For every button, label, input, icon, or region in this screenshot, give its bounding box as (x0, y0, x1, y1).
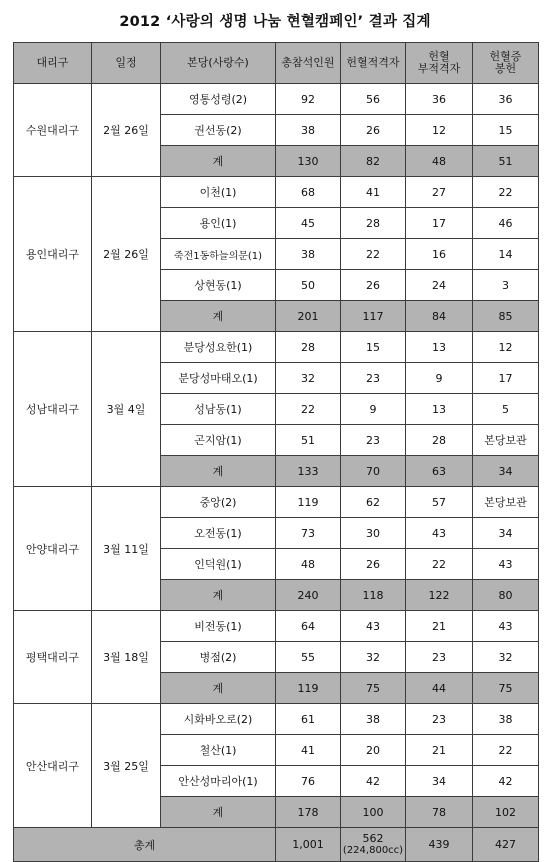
header-parish (161, 43, 276, 84)
total-attendees-cell: 41 (276, 735, 341, 766)
table-row (14, 487, 539, 518)
table-row (14, 611, 539, 642)
donation-certificates-cell: 17 (473, 363, 539, 394)
donation-certificates-cell: 36 (473, 84, 539, 115)
ineligible-donors-cell: 23 (406, 642, 473, 673)
donation-certificates-cell: 14 (473, 239, 539, 270)
district-cell: 안양대리구 (14, 487, 92, 611)
eligible-donors-cell: 38 (341, 704, 406, 735)
subtotal-total-attendees: 240 (276, 580, 341, 611)
header-text: 헌혈적격자 (346, 55, 400, 69)
ineligible-donors-cell: 17 (406, 208, 473, 239)
subtotal-donation-certificates: 80 (473, 580, 539, 611)
campaign-results-table (13, 42, 539, 862)
header-row (14, 43, 539, 84)
ineligible-donors-cell: 13 (406, 394, 473, 425)
donation-certificates-cell: 38 (473, 704, 539, 735)
date-cell: 2월 26일 (92, 177, 161, 332)
header-text: 헌혈증 (489, 49, 522, 63)
ineligible-donors-cell: 13 (406, 332, 473, 363)
total-attendees-cell: 48 (276, 549, 341, 580)
ineligible-donors-cell: 9 (406, 363, 473, 394)
header-text: 대리구 (36, 55, 69, 69)
donation-certificates-cell: 15 (473, 115, 539, 146)
eligible-donors-cell: 23 (341, 363, 406, 394)
grand-total-attendees: 1,001 (276, 828, 341, 862)
donation-certificates-cell: 3 (473, 270, 539, 301)
grand-total-ineligible-donors: 439 (406, 828, 473, 862)
donation-certificates-cell: 43 (473, 611, 539, 642)
parish-cell: 분당성마태오(1) (161, 363, 276, 394)
ineligible-donors-cell: 27 (406, 177, 473, 208)
eligible-donors-cell: 26 (341, 270, 406, 301)
header-donation-certificates (473, 43, 539, 84)
donation-certificates-cell: 34 (473, 518, 539, 549)
district-cell: 용인대리구 (14, 177, 92, 332)
eligible-donors-cell: 15 (341, 332, 406, 363)
total-attendees-cell: 22 (276, 394, 341, 425)
total-attendees-cell: 119 (276, 487, 341, 518)
ineligible-donors-cell: 22 (406, 549, 473, 580)
parish-cell: 안산성마리아(1) (161, 766, 276, 797)
table-row (14, 704, 539, 735)
donation-certificates-cell: 43 (473, 549, 539, 580)
total-attendees-cell: 76 (276, 766, 341, 797)
ineligible-donors-cell: 21 (406, 611, 473, 642)
header-total-attendees (276, 43, 341, 84)
ineligible-donors-cell: 34 (406, 766, 473, 797)
parish-cell: 권선동(2) (161, 115, 276, 146)
total-attendees-cell: 51 (276, 425, 341, 456)
total-attendees-cell: 38 (276, 115, 341, 146)
parish-cell: 시화바오로(2) (161, 704, 276, 735)
district-cell: 안산대리구 (14, 704, 92, 828)
parish-cell: 분당성요한(1) (161, 332, 276, 363)
subtotal-label: 계 (161, 301, 276, 332)
header-district (14, 43, 92, 84)
date-cell: 3월 18일 (92, 611, 161, 704)
total-attendees-cell: 92 (276, 84, 341, 115)
eligible-donors-cell: 26 (341, 549, 406, 580)
total-attendees-cell: 68 (276, 177, 341, 208)
subtotal-ineligible-donors: 122 (406, 580, 473, 611)
eligible-donors-cell: 26 (341, 115, 406, 146)
table-row (14, 84, 539, 115)
parish-cell: 중앙(2) (161, 487, 276, 518)
donation-certificates-cell: 22 (473, 735, 539, 766)
subtotal-donation-certificates: 75 (473, 673, 539, 704)
subtotal-label: 계 (161, 797, 276, 828)
donation-certificates-cell: 46 (473, 208, 539, 239)
grand-total-eligible-volume: (224,800cc) (342, 845, 404, 857)
total-attendees-cell: 45 (276, 208, 341, 239)
header-text: 봉헌 (494, 62, 517, 75)
ineligible-donors-cell: 16 (406, 239, 473, 270)
donation-certificates-cell: 42 (473, 766, 539, 797)
subtotal-total-attendees: 130 (276, 146, 341, 177)
subtotal-donation-certificates: 34 (473, 456, 539, 487)
date-cell: 2월 26일 (92, 84, 161, 177)
date-cell: 3월 11일 (92, 487, 161, 611)
eligible-donors-cell: 22 (341, 239, 406, 270)
table-row (14, 332, 539, 363)
eligible-donors-cell: 43 (341, 611, 406, 642)
grand-total-eligible-value: 562 (362, 831, 384, 845)
table-row (14, 177, 539, 208)
subtotal-donation-certificates: 85 (473, 301, 539, 332)
parish-cell: 죽전1동하늘의문(1) (161, 239, 276, 270)
subtotal-ineligible-donors: 84 (406, 301, 473, 332)
subtotal-total-attendees: 178 (276, 797, 341, 828)
eligible-donors-cell: 23 (341, 425, 406, 456)
header-ineligible-donors (406, 43, 473, 84)
subtotal-eligible-donors: 75 (341, 673, 406, 704)
grand-total-row (14, 828, 539, 862)
subtotal-eligible-donors: 118 (341, 580, 406, 611)
subtotal-eligible-donors: 70 (341, 456, 406, 487)
ineligible-donors-cell: 24 (406, 270, 473, 301)
parish-cell: 비전동(1) (161, 611, 276, 642)
subtotal-donation-certificates: 102 (473, 797, 539, 828)
ineligible-donors-cell: 12 (406, 115, 473, 146)
grand-total-label: 총계 (14, 828, 276, 862)
header-text: 헌혈 (428, 49, 450, 63)
ineligible-donors-cell: 28 (406, 425, 473, 456)
parish-cell: 용인(1) (161, 208, 276, 239)
subtotal-donation-certificates: 51 (473, 146, 539, 177)
date-cell: 3월 25일 (92, 704, 161, 828)
eligible-donors-cell: 41 (341, 177, 406, 208)
ineligible-donors-cell: 36 (406, 84, 473, 115)
header-eligible-donors (341, 43, 406, 84)
eligible-donors-cell: 32 (341, 642, 406, 673)
parish-cell: 이천(1) (161, 177, 276, 208)
ineligible-donors-cell: 21 (406, 735, 473, 766)
eligible-donors-cell: 28 (341, 208, 406, 239)
donation-certificates-cell: 22 (473, 177, 539, 208)
ineligible-donors-cell: 43 (406, 518, 473, 549)
subtotal-label: 계 (161, 456, 276, 487)
subtotal-eligible-donors: 82 (341, 146, 406, 177)
parish-cell: 병점(2) (161, 642, 276, 673)
subtotal-ineligible-donors: 63 (406, 456, 473, 487)
header-text: 부적격자 (417, 62, 461, 75)
page-title: 2012 ‘사랑의 생명 나눔 현혈캠페인’ 결과 집계 (119, 14, 431, 30)
parish-cell: 곤지암(1) (161, 425, 276, 456)
total-attendees-cell: 28 (276, 332, 341, 363)
total-attendees-cell: 64 (276, 611, 341, 642)
subtotal-label: 계 (161, 580, 276, 611)
subtotal-label: 계 (161, 673, 276, 704)
eligible-donors-cell: 9 (341, 394, 406, 425)
donation-certificates-cell: 본당보관 (473, 487, 539, 518)
header-date (92, 43, 161, 84)
total-attendees-cell: 32 (276, 363, 341, 394)
header-text: 일정 (115, 55, 137, 69)
parish-cell: 오전동(1) (161, 518, 276, 549)
eligible-donors-cell: 20 (341, 735, 406, 766)
district-cell: 성남대리구 (14, 332, 92, 487)
subtotal-eligible-donors: 100 (341, 797, 406, 828)
total-attendees-cell: 55 (276, 642, 341, 673)
header-text: 본당(사랑수) (187, 55, 249, 69)
total-attendees-cell: 73 (276, 518, 341, 549)
subtotal-ineligible-donors: 48 (406, 146, 473, 177)
parish-cell: 성남동(1) (161, 394, 276, 425)
donation-certificates-cell: 12 (473, 332, 539, 363)
ineligible-donors-cell: 57 (406, 487, 473, 518)
parish-cell: 영통성령(2) (161, 84, 276, 115)
subtotal-ineligible-donors: 44 (406, 673, 473, 704)
subtotal-ineligible-donors: 78 (406, 797, 473, 828)
ineligible-donors-cell: 23 (406, 704, 473, 735)
donation-certificates-cell: 32 (473, 642, 539, 673)
total-attendees-cell: 61 (276, 704, 341, 735)
subtotal-total-attendees: 201 (276, 301, 341, 332)
header-text: 총참석인원 (281, 55, 335, 69)
subtotal-total-attendees: 133 (276, 456, 341, 487)
subtotal-eligible-donors: 117 (341, 301, 406, 332)
donation-certificates-cell: 본당보관 (473, 425, 539, 456)
subtotal-label: 계 (161, 146, 276, 177)
grand-total-donation-certificates: 427 (473, 828, 539, 862)
parish-cell: 철산(1) (161, 735, 276, 766)
eligible-donors-cell: 56 (341, 84, 406, 115)
eligible-donors-cell: 30 (341, 518, 406, 549)
eligible-donors-cell: 42 (341, 766, 406, 797)
total-attendees-cell: 50 (276, 270, 341, 301)
total-attendees-cell: 38 (276, 239, 341, 270)
donation-certificates-cell: 5 (473, 394, 539, 425)
eligible-donors-cell: 62 (341, 487, 406, 518)
grand-total-eligible-donors (341, 828, 406, 862)
district-cell: 수원대리구 (14, 84, 92, 177)
subtotal-total-attendees: 119 (276, 673, 341, 704)
date-cell: 3월 4일 (92, 332, 161, 487)
parish-cell: 인덕원(1) (161, 549, 276, 580)
parish-cell: 상현동(1) (161, 270, 276, 301)
district-cell: 평택대리구 (14, 611, 92, 704)
